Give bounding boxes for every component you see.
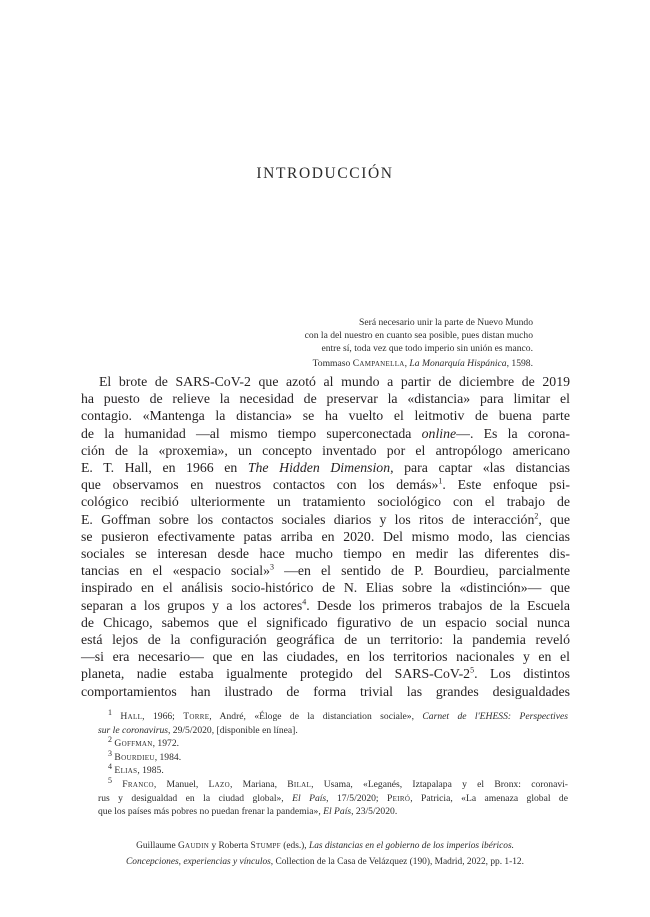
text-run: . Desde los primeros trabajos de la Escuela [306,597,570,613]
footnote-3 [108,748,568,765]
epigraph [203,316,533,370]
book-title: Las distancias en el gobierno de los imperios ibéricos. [309,841,514,851]
body-line: sociales se interesan desde hace mucho tiempo en medir las diferentes dis- [81,546,570,562]
footnote-2 [108,737,568,751]
body-line [81,476,570,493]
footnote-5-cont [98,792,568,806]
body-line: El brote de SARS-CoV-2 que azotó al mundo a partir de diciembre de 2019 [99,374,570,389]
body-line [81,459,570,476]
body-line: de Chicago, sabemos que el significado figurativo de un espacio social nunca [81,614,570,630]
author-name: Lazo [208,778,230,790]
author-name: Bilal [287,778,312,790]
footnote-4 [108,764,568,778]
text-run: , Manuel, [153,778,209,790]
text-run: —. Es la corona- [456,425,570,441]
body-line [81,511,570,528]
text-run: E. Goffman sobre los contactos sociales diarios y los ritos de interacción [81,511,535,527]
author-name: Bourdieu [114,751,155,763]
text-run: (eds.), [280,841,309,851]
text-run: tancias en el «espacio social» [81,563,271,579]
body-line: está lejos de la configuración geográfica de un territorio: la pandemia reveló [81,632,570,648]
text-run: separan a los grupos y a los actores [81,597,303,613]
body-line: comportamientos han ilustrado de forma trivial las grandes desigualdades [81,683,570,699]
text-run: , 1984. [154,751,182,763]
text-run: , Usama, «Leganés, Iztapalapa y el Bronx: coronavi- [311,778,568,790]
body-line: se pusieron efectivamente patas arriba en 2020. Del mismo modo, las ciencias [81,528,570,544]
author-name: Hall [120,711,143,722]
publication-title: Carnet de l'EHESS: Perspectives [422,711,568,722]
footnote-ref[interactable]: 1 [438,476,443,486]
body-text [81,373,570,700]
footnote-1 [108,707,568,724]
text-run: que los países más pobres no puedan frenar la pandemia», [98,806,324,818]
body-line: ción de la «proxemia», un concepto inventado por el antropólogo americano [81,442,570,458]
text-run: , 1985. [137,765,164,777]
epigraph-line: con la del nuestro en cuanto sea posible, pues distan mucho [304,330,533,341]
body-line: —si era necesario— que en las ciudades, en los territorios nacionales y en el [81,649,570,665]
footnote-ref[interactable]: 4 [302,597,307,607]
epigraph-attribution: Tommaso Campanella, La Monarquía Hispánica, 1598. [312,358,533,369]
epigraph-author-first: Tommaso [312,358,351,369]
epigraph-year: , 1598. [506,358,533,369]
text-run: , Collection de la Casa de Velázquez (190), Madrid, 2022, pp. 1-12. [270,857,524,867]
citation-footer [0,838,650,870]
epigraph-author-last: Campanella [352,358,405,369]
text-run: —en el sentido de P. Bourdieu, parcialmente [274,563,570,579]
text-run: , 1972. [152,738,180,750]
footnote-1-cont [98,724,568,738]
footnote-number: 4 [108,762,112,772]
text-run: , 23/5/2020. [351,806,398,818]
citation-line [0,854,650,870]
body-line [81,562,570,579]
footnote-number: 2 [108,735,112,744]
text-run: E. T. Hall, en 1966 en [81,460,248,476]
body-line [81,665,570,682]
publication-title: sur le coronavirus [98,724,168,736]
editor-name: Gaudin [177,841,210,851]
author-name: Elias [114,765,138,777]
text-run: que observamos en nuestros contactos con los demás» [81,477,439,493]
text-run: , Mariana, [229,778,288,790]
italic-term: online [421,425,457,441]
footnote-5 [108,775,568,792]
author-name: Goffman [114,738,153,750]
footnotes [98,707,568,819]
author-name: Peiró [387,792,411,804]
body-line: ha puesto de relieve la necesidad de preservar la «distancia» para limitar el [81,391,570,407]
text-run: , 1966; [142,711,184,722]
text-run: . Los distintos [474,666,570,682]
author-name: Torre [183,711,210,722]
footnote-ref[interactable]: 2 [534,511,539,521]
epigraph-work: La Monarquía Hispánica [409,358,507,369]
text-run: , 29/5/2020, [disponible en línea]. [168,724,298,736]
text-run: planeta, nadie estaba igualmente protegido del SARS-CoV-2 [81,666,471,682]
body-line: contagio. «Mantenga la distancia» se ha vuelto el leitmotiv de buena parte [81,408,570,424]
chapter-title: INTRODUCCIÓN [256,165,394,182]
body-line: cológico recibió ulteriormente un tratamiento sociológico con el trabajo de [81,494,570,510]
body-line [81,425,570,442]
text-run: Guillaume [136,841,178,851]
text-run: de la humanidad —al mismo tiempo superconectada [81,425,422,441]
text-run: , para captar «las distancias [390,460,570,476]
text-run: , 17/5/2020; [326,792,388,804]
citation-line [0,838,650,854]
footnote-number: 3 [108,748,112,758]
epigraph-line: entre sí, toda vez que todo imperio sin unión es manco. [321,343,533,354]
editor-name: Stumpf [250,841,281,851]
footnote-number: 5 [108,775,112,785]
body-line [81,597,570,614]
footnote-ref[interactable]: 3 [270,562,275,572]
text-run: y Roberta [209,841,251,851]
author-name: Franco [122,778,154,790]
publication-title: El País [292,792,327,804]
publication-title: El País [323,806,352,818]
footnote-5-cont [98,805,568,819]
body-line: inspirado en el análisis socio-histórico de N. Elias sobre la «distinción»— que [81,580,570,596]
book-title: The Hidden Dimension [247,460,391,476]
text-run: , Patricia, «La amenaza global de [410,792,568,804]
footnote-ref[interactable]: 5 [470,665,475,675]
text-run: . Este enfoque psi- [442,477,570,493]
footnote-number: 1 [108,707,112,717]
epigraph-line: Será necesario unir la parte de Nuevo Mundo [359,317,533,328]
text-run: rus y desigualdad en la ciudad global», [98,792,293,804]
text-run: , que [538,511,570,527]
text-run: , André, «Éloge de la distanciation sociale», [209,711,423,722]
book-title: Concepciones, experiencias y vínculos [126,857,271,867]
